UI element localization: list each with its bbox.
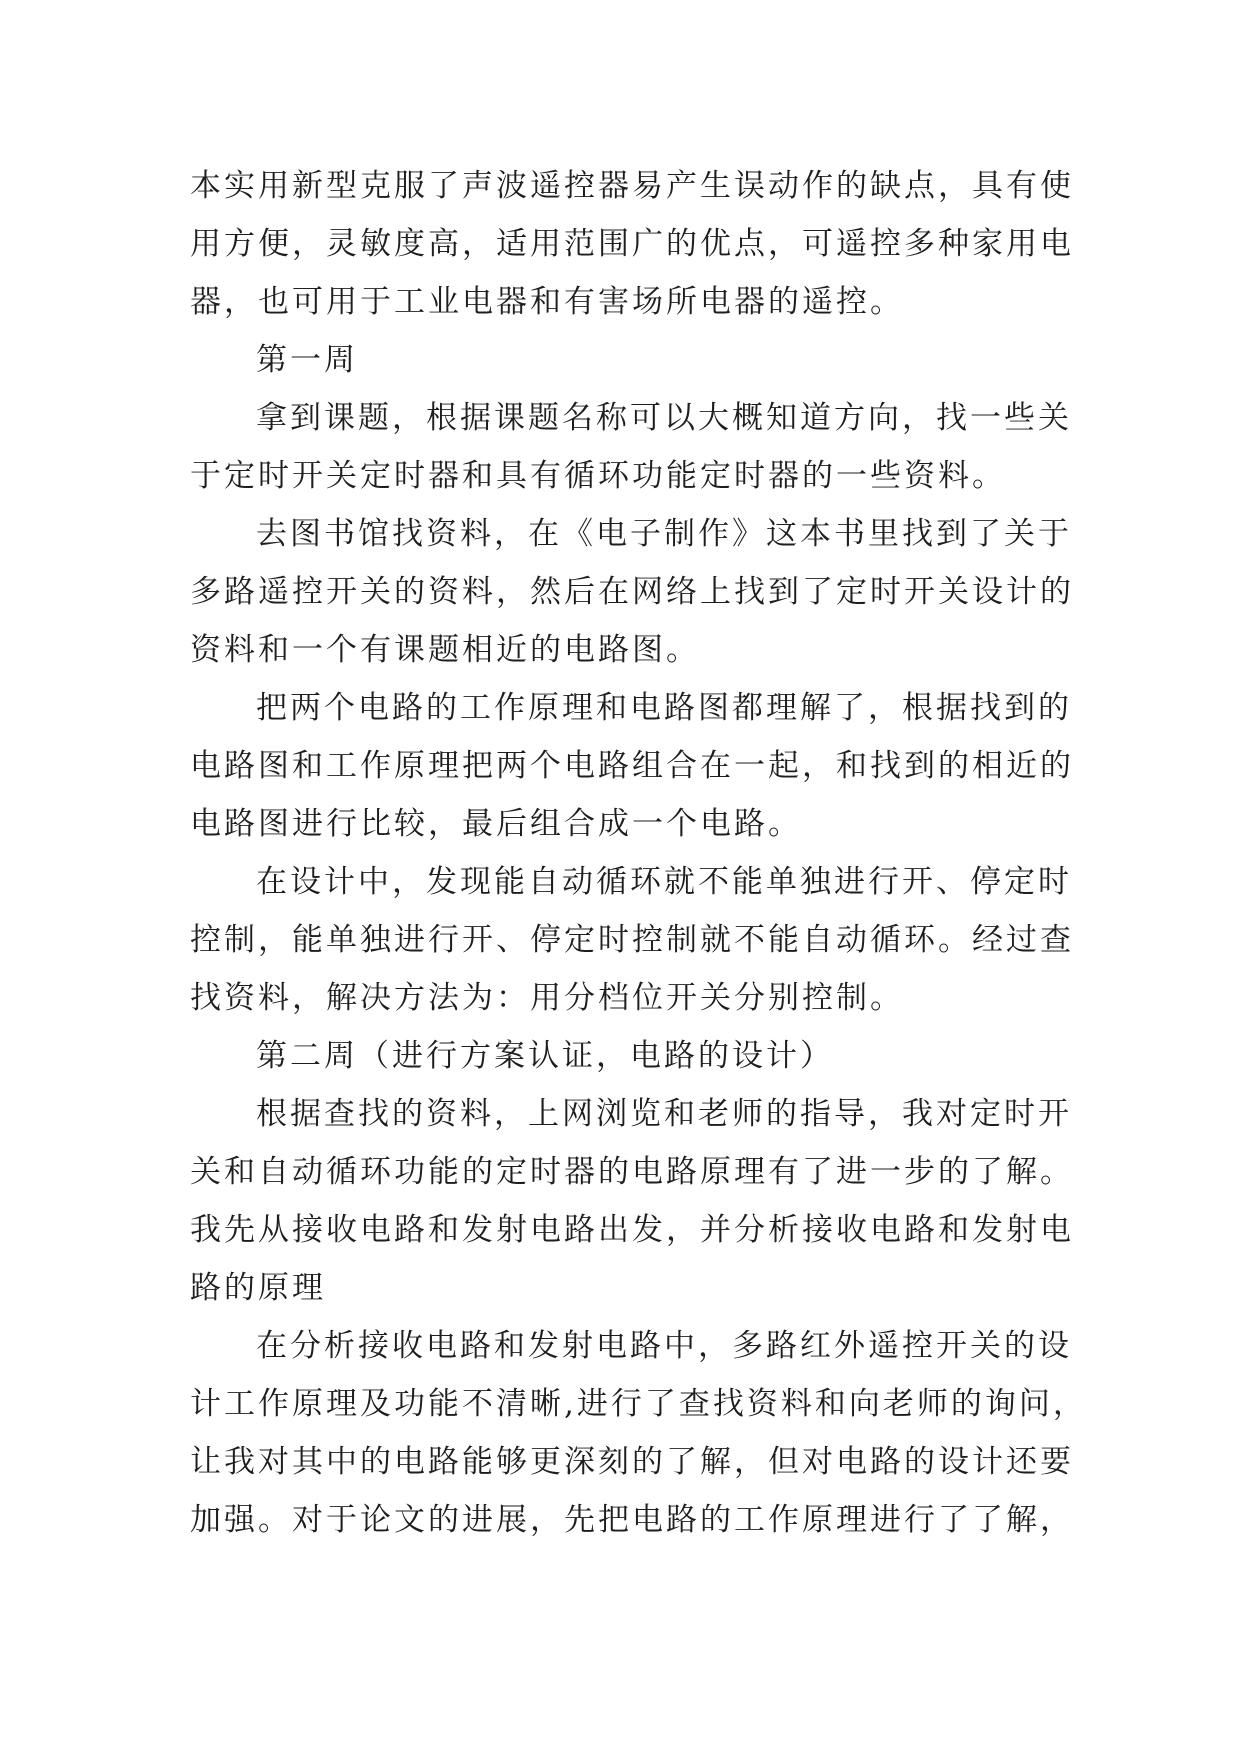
text-line: 我先从接收电路和发射电路出发，并分析接收电路和发射电 (190, 1212, 1074, 1248)
text-line: 用方便，灵敏度高，适用范围广的优点，可遥控多种家用电 (190, 226, 1074, 262)
text-line: 让我对其中的电路能够更深刻的了解，但对电路的设计还要 (190, 1444, 1074, 1480)
text-line: 去图书馆找资料，在《电子制作》这本书里找到了关于 (256, 516, 1072, 552)
text-line: 本实用新型克服了声波遥控器易产生误动作的缺点，具有使 (190, 168, 1074, 204)
text-line: 路的原理 (190, 1270, 326, 1306)
text-line: 多路遥控开关的资料，然后在网络上找到了定时开关设计的 (190, 574, 1074, 610)
text-line: 电路图和工作原理把两个电路组合在一起，和找到的相近的 (190, 748, 1074, 784)
text-line: 关和自动循环功能的定时器的电路原理有了进一步的了解。 (190, 1154, 1074, 1190)
text-line: 把两个电路的工作原理和电路图都理解了，根据找到的 (256, 690, 1072, 726)
text-line: 器，也可用于工业电器和有害场所电器的遥控。 (190, 284, 904, 320)
text-line: 在设计中，发现能自动循环就不能单独进行开、停定时 (256, 864, 1072, 900)
text-line: 根据查找的资料，上网浏览和老师的指导，我对定时开 (256, 1096, 1072, 1132)
text-line: 加强。对于论文的进展，先把电路的工作原理进行了了解， (190, 1502, 1074, 1538)
text-line: 找资料，解决方法为：用分档位开关分别控制。 (190, 980, 904, 1016)
text-line: 在分析接收电路和发射电路中，多路红外遥控开关的设 (256, 1328, 1072, 1364)
week-heading: 第一周 (256, 342, 358, 378)
week-heading: 第二周（进行方案认证，电路的设计） (256, 1038, 834, 1074)
text-line: 于定时开关定时器和具有循环功能定时器的一些资料。 (190, 458, 1006, 494)
text-line: 拿到课题，根据课题名称可以大概知道方向，找一些关 (256, 400, 1072, 436)
text-line: 计工作原理及功能不清晰,进行了查找资料和向老师的询问， (190, 1386, 1087, 1422)
text-line: 控制，能单独进行开、停定时控制就不能自动循环。经过查 (190, 922, 1074, 958)
body-text (190, 157, 1087, 1549)
text-line: 资料和一个有课题相近的电路图。 (190, 632, 700, 668)
text-line: 电路图进行比较，最后组合成一个电路。 (190, 806, 802, 842)
